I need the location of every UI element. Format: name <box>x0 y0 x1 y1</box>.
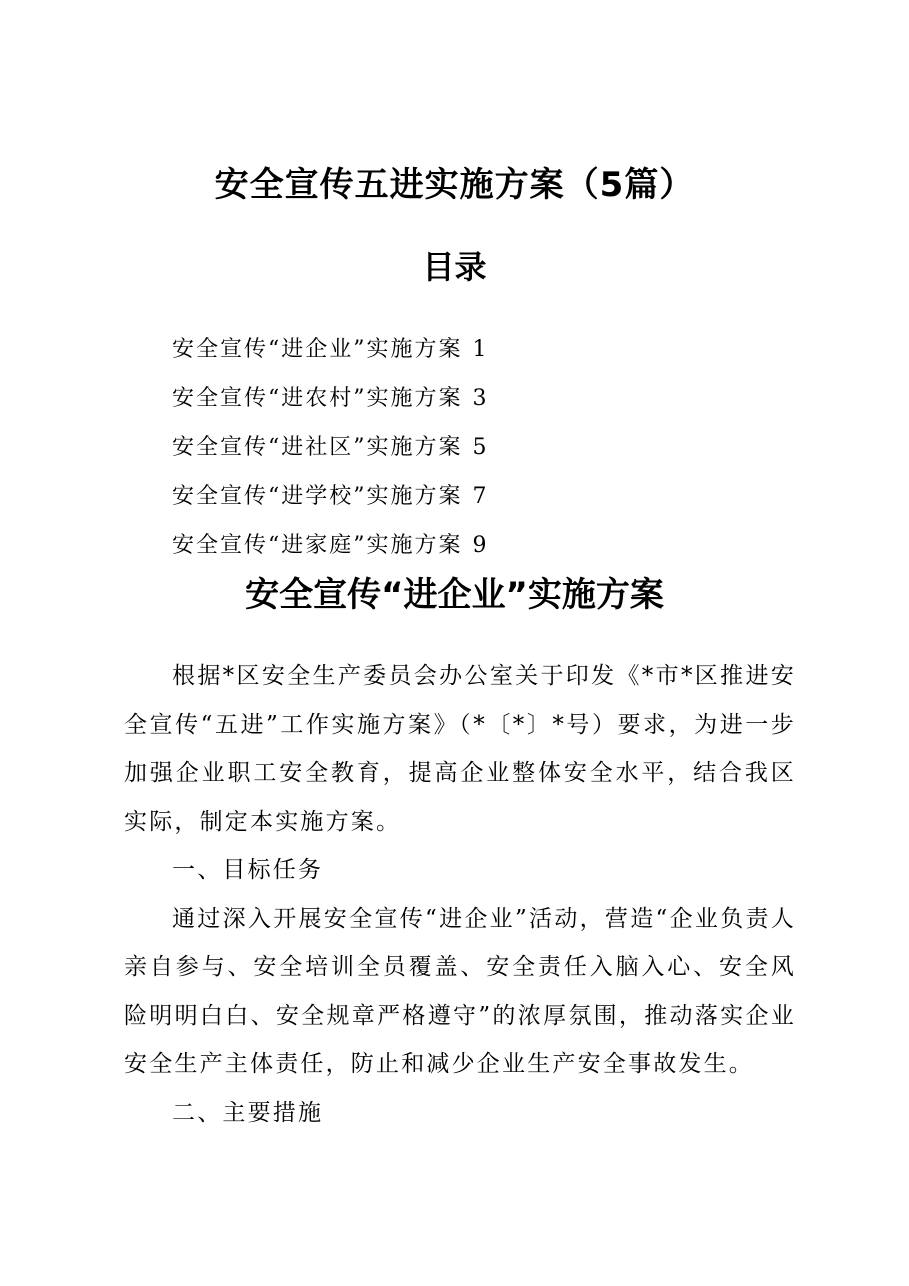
toc-entry-page: 3 <box>472 386 489 411</box>
toc-entry-label: 安全宣传“进社区”实施方案 <box>172 435 463 460</box>
toc-entry-label: 安全宣传“进学校”实施方案 <box>172 484 463 509</box>
toc-entry-label: 安全宣传“进家庭”实施方案 <box>172 533 463 558</box>
body-paragraph: 根据*区安全生产委员会办公室关于印发《*市*区推进安全宣传“五进”工作实施方案》（*〔*〕*号）要求，为进一步加强企业职工安全教育，提高企业整体安全水平，结合我区实际，制定本实施方案。 <box>124 663 796 835</box>
section-heading: 一、目标任务 <box>172 857 324 883</box>
toc-entry-page: 7 <box>472 484 489 509</box>
toc-entry[interactable] <box>172 526 772 575</box>
document-title: 安全宣传五进实施方案（5篇） <box>214 165 695 205</box>
toc-entry-page: 9 <box>472 533 489 558</box>
toc-entry[interactable] <box>172 379 772 428</box>
table-of-contents <box>172 330 772 575</box>
section-heading: 二、主要措施 <box>172 1099 324 1126</box>
toc-entry[interactable] <box>172 477 772 526</box>
toc-entry-label: 安全宣传“进农村”实施方案 <box>172 386 463 411</box>
toc-entry-page: 5 <box>472 435 489 460</box>
toc-heading: 目录 <box>422 248 487 286</box>
section-body <box>124 652 796 1137</box>
toc-entry-page: 1 <box>472 337 489 362</box>
section-title: 安全宣传“进企业”实施方案 <box>245 575 664 615</box>
toc-entry[interactable] <box>172 428 772 477</box>
toc-entry-label: 安全宣传“进企业”实施方案 <box>172 337 463 362</box>
toc-entry[interactable] <box>172 330 772 379</box>
body-paragraph: 通过深入开展安全宣传“进企业”活动，营造“企业负责人亲自参与、安全培训全员覆盖、安全责任入脑入心、安全风险明明白白、安全规章严格遵守”的浓厚氛围，推动落实企业安全生产主体责任，防止和减少企业生产安全事故发生。 <box>124 905 796 1077</box>
